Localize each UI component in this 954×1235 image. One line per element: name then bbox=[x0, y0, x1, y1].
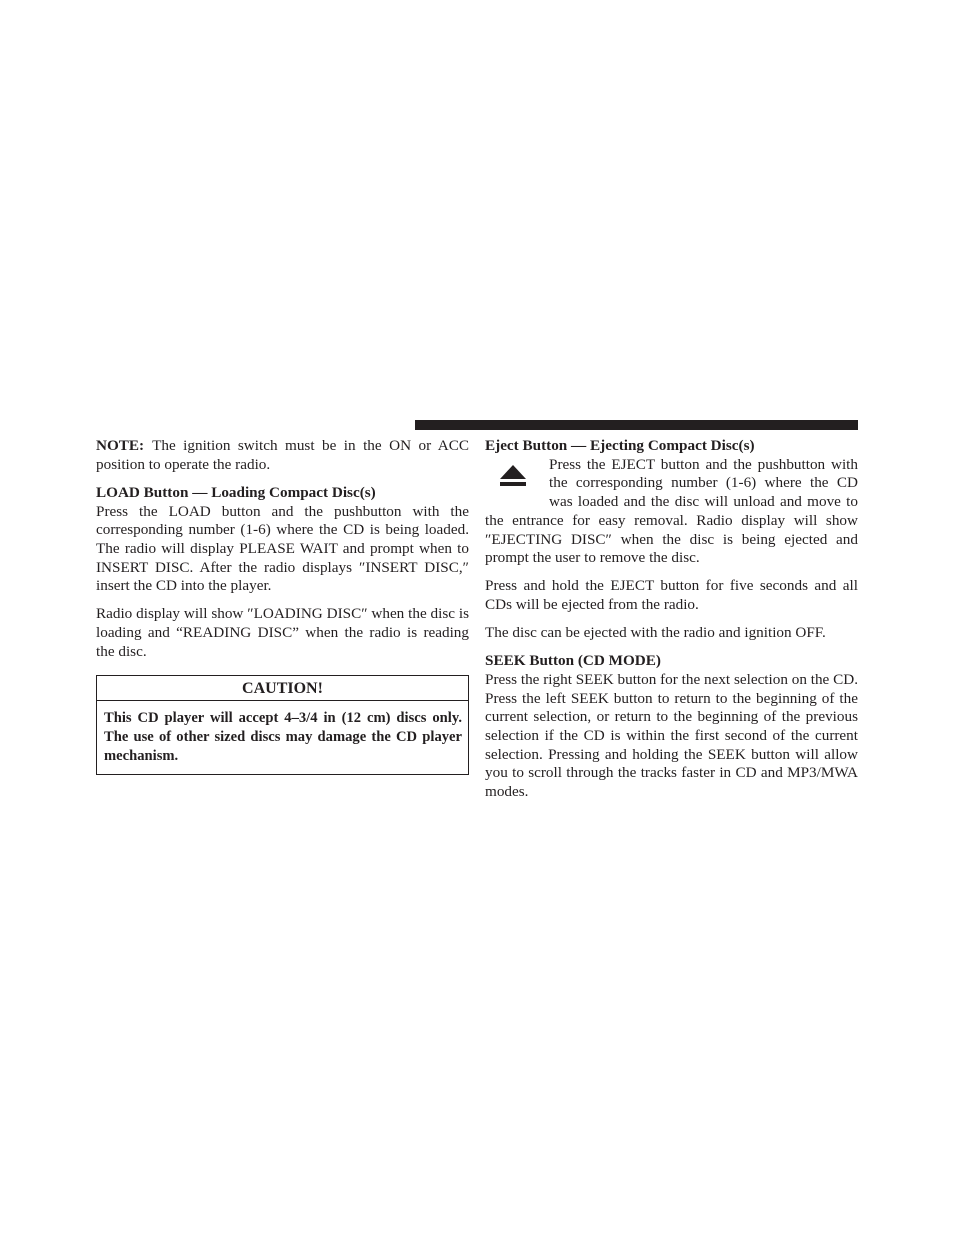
eject-section bbox=[485, 456, 858, 578]
eject-heading: Eject Button — Ejecting Compact Disc(s) bbox=[485, 437, 755, 454]
eject-icon bbox=[485, 456, 535, 512]
note-text: The ignition switch must be in the ON or ACC position to operate the radio. bbox=[96, 437, 469, 473]
caution-box bbox=[96, 675, 469, 776]
eject-icon-graphic bbox=[499, 464, 527, 488]
left-column bbox=[96, 437, 469, 775]
seek-heading: SEEK Button (CD MODE) bbox=[485, 652, 661, 670]
section-header-bar bbox=[415, 420, 858, 430]
right-column bbox=[485, 437, 858, 811]
seek-paragraph: Press the right SEEK button for the next selection on the CD. Press the left SEEK button to return to the beginning of the current selection, or return to the beginning of the previous selection if the CD is within the first second of the current selection. Pressing and holding the SEEK button will allow you to scroll through the tracks faster in CD and MP3/MWA modes. bbox=[485, 670, 858, 801]
note-paragraph bbox=[96, 437, 469, 474]
load-paragraph: Press the LOAD button and the pushbutton with the corresponding number (1-6) where the CD is being loaded. The radio will display PLEASE WAIT and prompt when to INSERT DISC. After the radio displays ″INSERT DISC,″ insert the CD into the player. bbox=[96, 502, 469, 595]
caution-text: This CD player will accept 4–3/4 in (12 cm) discs only. The use of other sized discs may damage the CD player mechanism. bbox=[104, 709, 462, 765]
note-label: NOTE: bbox=[96, 437, 145, 454]
eject-off-paragraph: The disc can be ejected with the radio and ignition OFF. bbox=[485, 624, 826, 642]
hold-eject-paragraph: Press and hold the EJECT button for five seconds and all CDs will be ejected from the radio. bbox=[485, 577, 858, 614]
load-heading: LOAD Button — Loading Compact Disc(s) bbox=[96, 483, 376, 501]
caution-title: CAUTION! bbox=[97, 676, 468, 701]
loading-paragraph: Radio display will show ″LOADING DISC″ when the disc is loading and “READING DISC” when the radio is reading the disc. bbox=[96, 605, 469, 660]
eject-paragraph: Press the EJECT button and the pushbutton with the corresponding number (1-6) where the CD was loaded and the disc will unload and move to the entrance for easy removal. Radio display will show ″EJECTING DISC″ when the disc is being ejected and prompt the user to remove the disc. bbox=[485, 455, 858, 567]
